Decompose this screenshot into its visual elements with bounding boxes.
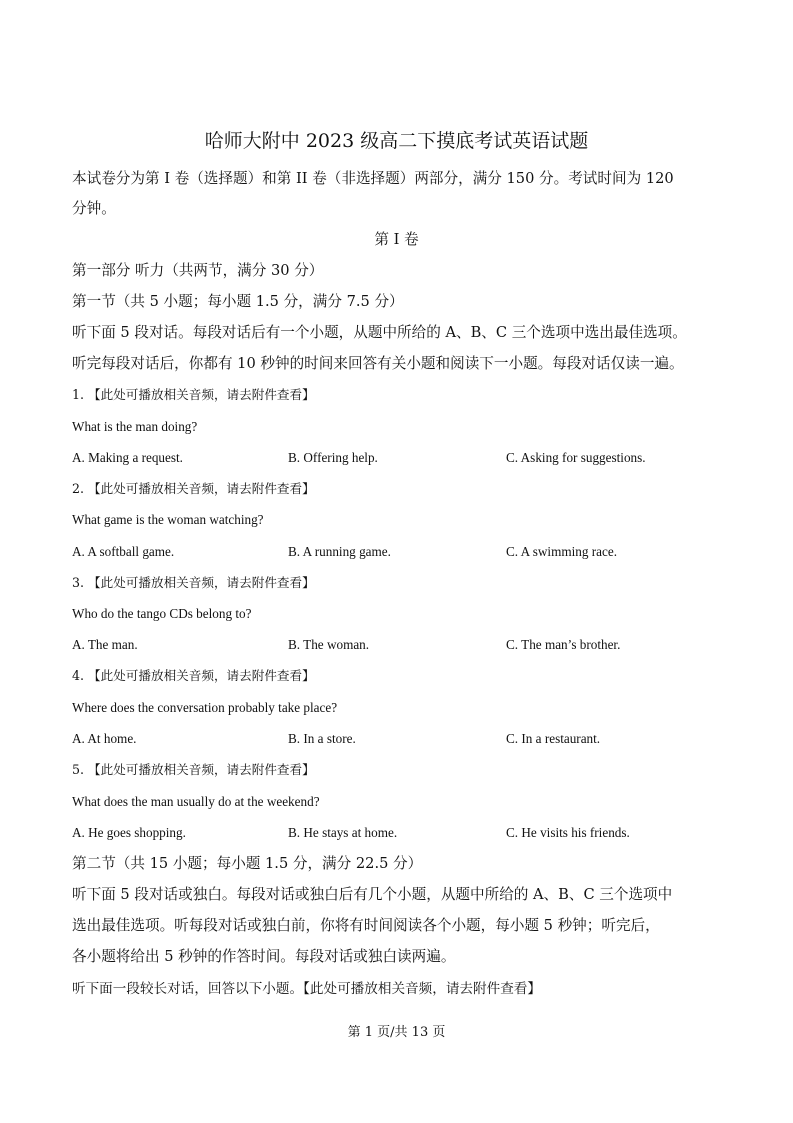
section1-instruction-line-1: 听下面 5 段对话。每段对话后有一个小题，从题中所给的 A、B、C 三个选项中选出最佳选项。 [72,324,687,341]
long-dialog-instruction: 听下面一段较长对话，回答以下小题。【此处可播放相关音频，请去附件查看】 [72,981,541,997]
question-2-option-c: C. A swimming race. [506,544,617,559]
question-1-audio-label: 1. 【此处可播放相关音频，请去附件查看】 [72,387,315,402]
question-4-audio-label: 4. 【此处可播放相关音频，请去附件查看】 [72,668,315,683]
question-1-stem: What is the man doing? [72,419,198,434]
section2-instruction-line-3: 各小题将给出 5 秒钟的作答时间。每段对话或独白读两遍。 [72,948,456,965]
question-4-stem: Where does the conversation probably take place? [72,700,338,715]
question-1-option-b: B. Offering help. [288,450,378,465]
question-5-stem: What does the man usually do at the weekend? [72,794,320,809]
question-5-audio-label: 5. 【此处可播放相关音频，请去附件查看】 [72,762,315,777]
page-footer: 第 1 页/共 13 页 [347,1025,446,1040]
exam-title: 哈师大附中 2023 级高二下摸底考试英语试题 [204,130,589,152]
question-1-option-a: A. Making a request. [72,450,183,465]
question-5-option-a: A. He goes shopping. [72,825,186,840]
volume-heading: 第 I 卷 [374,231,419,248]
question-2-stem: What game is the woman watching? [72,512,264,527]
question-1-option-c: C. Asking for suggestions. [506,450,646,465]
question-3-option-c: C. The man’s brother. [506,637,621,652]
question-2-audio-label: 2. 【此处可播放相关音频，请去附件查看】 [72,481,315,496]
question-3-option-b: B. The woman. [288,637,370,652]
question-3-option-a: A. The man. [72,637,138,652]
section1-instruction-line-2: 听完每段对话后，你都有 10 秒钟的时间来回答有关小题和阅读下一小题。每段对话仅读一遍。 [72,355,684,372]
question-3-stem: Who do the tango CDs belong to? [72,606,252,621]
question-2-option-b: B. A running game. [288,544,391,559]
question-2-option-a: A. A softball game. [72,544,175,559]
section1-heading: 第一节（共 5 小题；每小题 1.5 分，满分 7.5 分） [72,293,404,310]
intro-line-1: 本试卷分为第 I 卷（选择题）和第 II 卷（非选择题）两部分，满分 150 分。考试时间为 120 [72,170,674,187]
question-3-audio-label: 3. 【此处可播放相关音频，请去附件查看】 [72,575,315,590]
question-4-option-c: C. In a restaurant. [506,731,601,746]
question-4-option-b: B. In a store. [288,731,356,746]
section2-instruction-line-1: 听下面 5 段对话或独白。每段对话或独白后有几个小题，从题中所给的 A、B、C 三个选项中 [72,886,673,903]
section2-instruction-line-2: 选出最佳选项。听每段对话或独白前，你将有时间阅读各个小题，每小题 5 秒钟；听完后， [72,917,660,934]
question-4-option-a: A. At home. [72,731,137,746]
intro-line-2: 分钟。 [72,200,116,217]
question-5-option-c: C. He visits his friends. [506,825,630,840]
part1-heading: 第一部分 听力（共两节，满分 30 分） [72,262,324,279]
section2-heading: 第二节（共 15 小题；每小题 1.5 分，满分 22.5 分） [72,855,423,872]
question-5-option-b: B. He stays at home. [288,825,398,840]
